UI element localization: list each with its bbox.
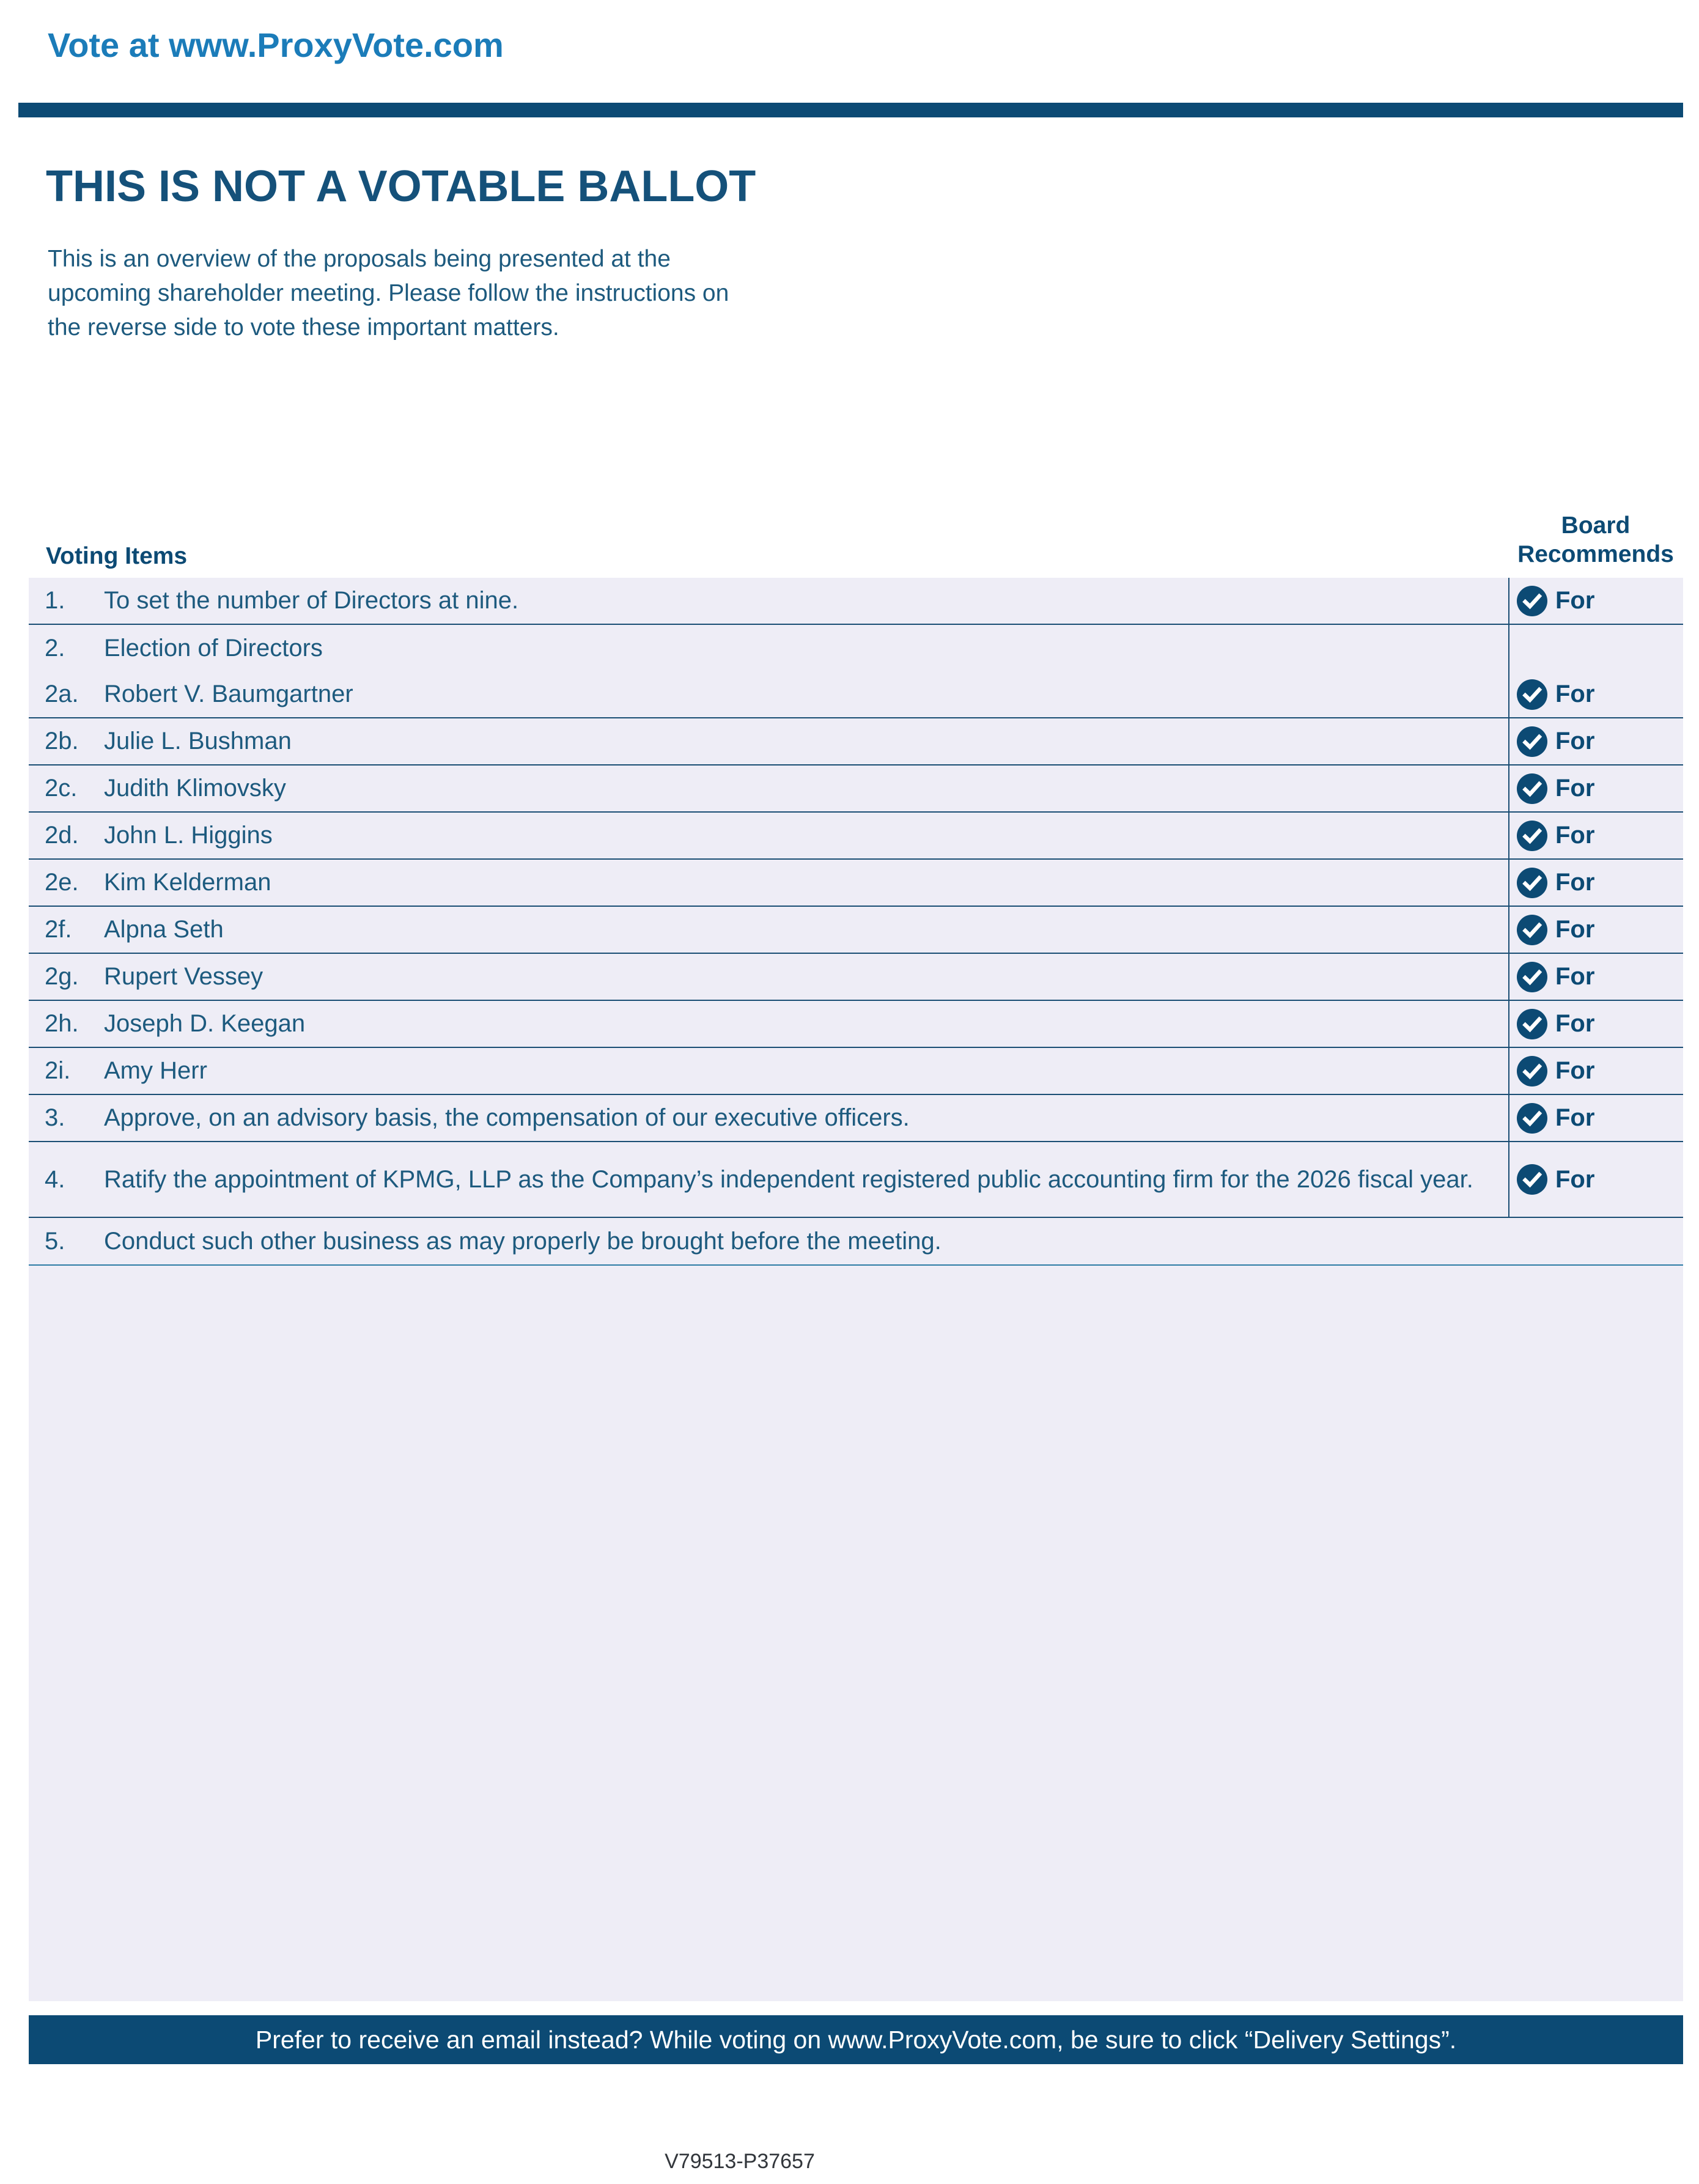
board-recommendation-cell	[1508, 1048, 1683, 1094]
check-circle-icon	[1517, 1009, 1547, 1039]
board-recommendation-cell	[1508, 1095, 1683, 1141]
voting-item-text: Kim Kelderman	[104, 869, 271, 896]
voting-item-number: 2c.	[45, 775, 78, 802]
voting-item-row	[29, 907, 1683, 954]
voting-item-cell	[29, 718, 1508, 764]
recommendation-label: For	[1555, 963, 1595, 990]
board-recommends-header	[1508, 511, 1683, 569]
footer-note: Prefer to receive an email instead? While voting on www.ProxyVote.com, be sure to click “Delivery Settings”.	[255, 2025, 1457, 2054]
voting-item-number: 2h.	[45, 1010, 79, 1037]
voting-item-row	[29, 1218, 1683, 1266]
board-recommendation	[1517, 773, 1594, 804]
board-recommendation-cell	[1508, 1142, 1683, 1217]
recommendation-label: For	[1555, 1010, 1595, 1037]
voting-item-text: John L. Higgins	[104, 822, 273, 849]
not-votable-heading: THIS IS NOT A VOTABLE BALLOT	[46, 162, 756, 211]
check-circle-icon	[1517, 868, 1547, 898]
voting-item-row	[29, 1095, 1683, 1142]
check-circle-icon	[1517, 1164, 1547, 1195]
check-circle-icon	[1517, 1056, 1547, 1086]
footer-banner	[29, 2015, 1683, 2064]
voting-item-cell	[29, 1095, 1508, 1141]
voting-item-text: Julie L. Bushman	[104, 728, 292, 754]
check-circle-icon	[1517, 962, 1547, 992]
voting-items-rows	[29, 578, 1683, 1266]
recommendation-label: For	[1555, 1104, 1595, 1131]
board-recommends-line: Board	[1561, 512, 1631, 539]
vote-url-title: Vote at www.ProxyVote.com	[48, 26, 504, 64]
voting-item-cell	[29, 578, 1508, 624]
voting-item-cell	[29, 954, 1508, 1000]
board-recommendation-cell	[1508, 1001, 1683, 1047]
board-recommendation	[1517, 915, 1594, 945]
board-recommendation-cell	[1508, 718, 1683, 764]
voting-item-text: Conduct such other business as may properly be brought before the meeting.	[104, 1227, 942, 1255]
board-recommendation-cell	[1508, 1218, 1683, 1264]
voting-item-cell	[29, 813, 1508, 858]
recommendation-label: For	[1555, 587, 1595, 614]
board-recommendation	[1517, 1009, 1594, 1039]
voting-item-row	[29, 718, 1683, 766]
recommendation-label: For	[1555, 1165, 1595, 1193]
recommendation-label: For	[1555, 775, 1595, 802]
voting-item-number: 3.	[45, 1104, 65, 1131]
board-recommendation-cell	[1508, 578, 1683, 624]
voting-item-number: 2e.	[45, 869, 79, 896]
voting-item-row	[29, 625, 1683, 671]
voting-item-row	[29, 813, 1683, 860]
check-circle-icon	[1517, 915, 1547, 945]
board-recommendation-cell	[1508, 860, 1683, 906]
voting-item-number: 2d.	[45, 822, 79, 849]
check-circle-icon	[1517, 821, 1547, 851]
recommendation-label: For	[1555, 681, 1595, 707]
voting-item-cell	[29, 766, 1508, 811]
board-recommendation-cell	[1508, 625, 1683, 671]
check-circle-icon	[1517, 773, 1547, 804]
board-recommends-line: Recommends	[1517, 541, 1674, 567]
voting-item-number: 1.	[45, 587, 65, 614]
voting-item-row	[29, 766, 1683, 813]
voting-item-cell	[29, 1001, 1508, 1047]
voting-item-number: 2.	[45, 634, 65, 662]
board-recommendation-cell	[1508, 813, 1683, 858]
recommendation-label: For	[1555, 869, 1595, 896]
voting-item-row	[29, 578, 1683, 625]
voting-item-row	[29, 1048, 1683, 1095]
voting-item-number: 2i.	[45, 1057, 71, 1084]
intro-line: upcoming shareholder meeting. Please follow the instructions on	[48, 280, 729, 306]
voting-item-cell	[29, 1142, 1508, 1217]
voting-item-row	[29, 1001, 1683, 1048]
voting-item-text: Joseph D. Keegan	[104, 1010, 306, 1037]
voting-item-cell	[29, 1048, 1508, 1094]
voting-item-cell	[29, 671, 1508, 717]
voting-item-text: Amy Herr	[104, 1057, 207, 1084]
board-recommendation	[1517, 1103, 1594, 1134]
voting-item-text: Alpna Seth	[104, 916, 224, 943]
voting-item-cell	[29, 907, 1508, 953]
board-recommendation	[1517, 962, 1594, 992]
intro-paragraph	[48, 242, 729, 345]
voting-item-number: 2f.	[45, 916, 72, 943]
voting-item-text: Approve, on an advisory basis, the compensation of our executive officers.	[104, 1104, 910, 1131]
voting-item-number: 2g.	[45, 963, 79, 990]
board-recommendation	[1517, 586, 1594, 616]
voting-item-cell	[29, 860, 1508, 906]
voting-item-text: Robert V. Baumgartner	[104, 681, 353, 707]
voting-item-text: To set the number of Directors at nine.	[104, 587, 519, 614]
board-recommendation	[1517, 821, 1594, 851]
voting-item-cell	[29, 1218, 1508, 1264]
voting-item-number: 2b.	[45, 728, 79, 754]
board-recommendation-cell	[1508, 954, 1683, 1000]
document-control-number: V79513-P37657	[665, 2150, 815, 2173]
intro-line: This is an overview of the proposals being presented at the	[48, 246, 671, 272]
table-empty-area	[29, 1266, 1683, 2001]
recommendation-label: For	[1555, 728, 1595, 754]
board-recommendation	[1517, 1056, 1594, 1086]
voting-item-row	[29, 954, 1683, 1001]
voting-item-cell	[29, 625, 1508, 671]
board-recommendation-cell	[1508, 671, 1683, 717]
check-circle-icon	[1517, 726, 1547, 757]
voting-item-text: Ratify the appointment of KPMG, LLP as the Company’s independent registered public accounting firm for the 2026 fiscal year.	[104, 1165, 1473, 1193]
recommendation-label: For	[1555, 822, 1595, 849]
header-divider-bar	[18, 103, 1683, 117]
voting-items-header: Voting Items	[46, 543, 188, 569]
board-recommendation-cell	[1508, 766, 1683, 811]
voting-item-row	[29, 671, 1683, 718]
voting-item-number: 2a.	[45, 681, 79, 707]
voting-item-number: 4.	[45, 1165, 65, 1193]
intro-line: the reverse side to vote these important matters.	[48, 314, 559, 341]
board-recommendation	[1517, 1164, 1594, 1195]
voting-item-number: 5.	[45, 1227, 65, 1255]
check-circle-icon	[1517, 679, 1547, 710]
voting-item-text: Rupert Vessey	[104, 963, 264, 990]
board-recommendation	[1517, 679, 1594, 710]
voting-item-row	[29, 1142, 1683, 1218]
voting-item-row	[29, 860, 1683, 907]
voting-item-text: Election of Directors	[104, 634, 323, 662]
voting-items-table	[29, 578, 1683, 2001]
board-recommendation	[1517, 868, 1594, 898]
check-circle-icon	[1517, 1103, 1547, 1134]
board-recommendation	[1517, 726, 1594, 757]
check-circle-icon	[1517, 586, 1547, 616]
board-recommendation-cell	[1508, 907, 1683, 953]
recommendation-label: For	[1555, 1057, 1595, 1084]
recommendation-label: For	[1555, 916, 1595, 943]
voting-item-text: Judith Klimovsky	[104, 775, 286, 802]
